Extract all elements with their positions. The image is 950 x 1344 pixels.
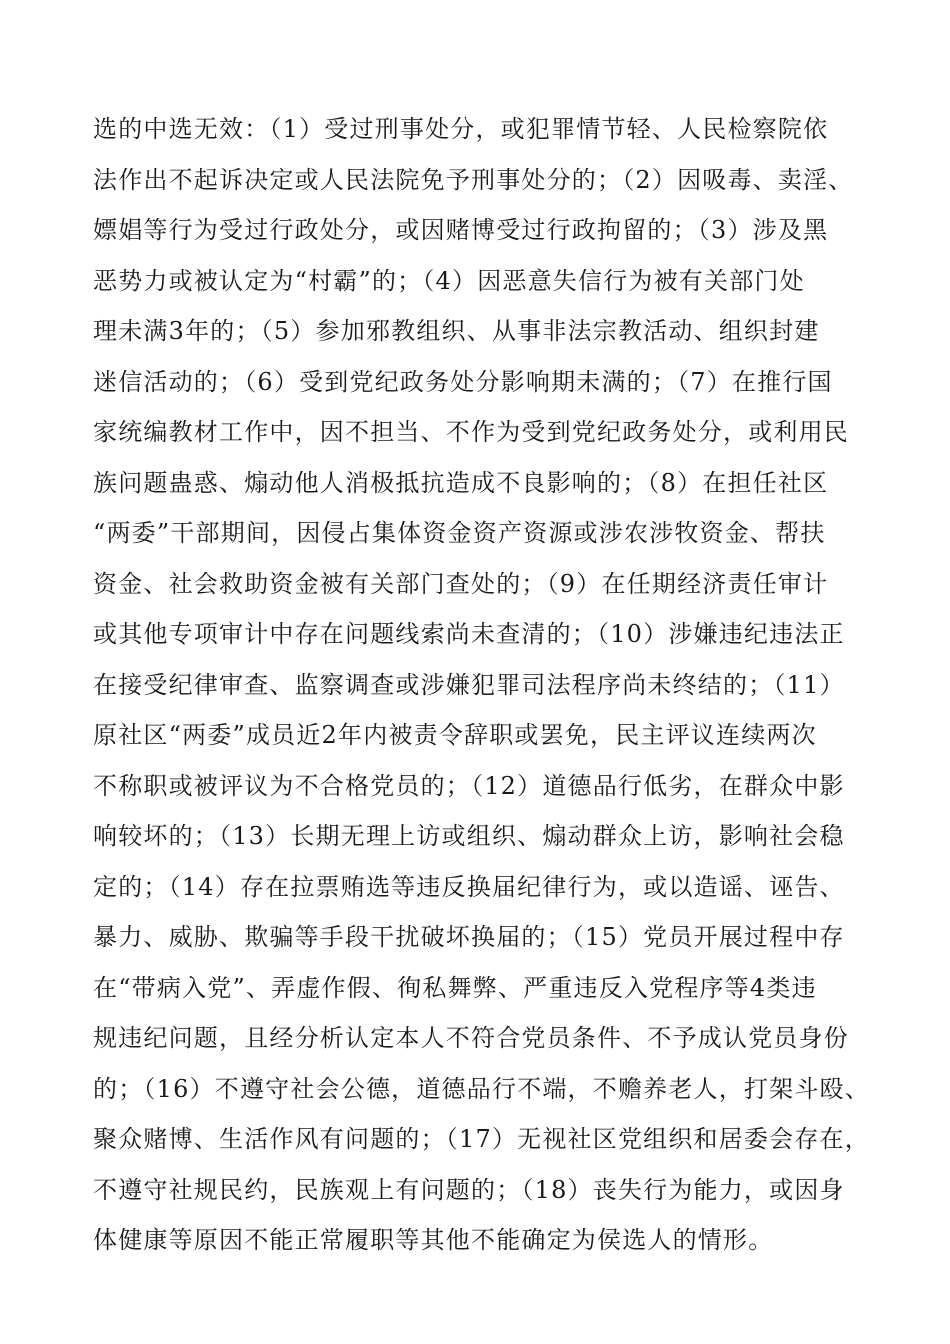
text-line: 族问题蛊惑、煽动他人消极抵抗造成不良影响的；（8）在担任社区 xyxy=(93,468,829,497)
text-line: “两委”干部期间，因侵占集体资金资产资源或涉农涉牧资金、帮扶 xyxy=(93,519,826,547)
text-line: 响较坏的；（13）长期无理上访或组织、煽动群众上访，影响社会稳 xyxy=(93,822,845,850)
text-line: 在接受纪律审查、监察调查或涉嫌犯罪司法程序尚未终结的；（11） xyxy=(93,670,845,699)
text-line: 嫖娼等行为受过行政处分，或因赌博受过行政拘留的；（3）涉及黑 xyxy=(93,216,829,244)
text-line: 选的中选无效：（1）受过刑事处分，或犯罪情节轻、人民检察院依 xyxy=(93,115,829,143)
text-line: 原社区“两委”成员近2年内被责令辞职或罢免，民主评议连续两次 xyxy=(93,721,817,749)
text-line: 法作出不起诉决定或人民法院免予刑事处分的；（2）因吸毒、卖淫、 xyxy=(93,165,854,194)
text-line: 资金、社会救助资金被有关部门查处的；（9）在任期经济责任审计 xyxy=(93,569,829,598)
text-line: 不遵守社规民约，民族观上有问题的；（18）丧失行为能力，或因身 xyxy=(93,1175,845,1204)
text-line: 定的；（14）存在拉票贿选等违反换届纪律行为，或以造谣、诬告、 xyxy=(93,872,845,901)
text-line: 规违纪问题，且经分析认定本人不符合党员条件、不予成认党员身份 xyxy=(93,1024,849,1052)
text-line: 在“带病入党”、弄虚作假、徇私舞弊、严重违反入党程序等4类违 xyxy=(93,973,817,1002)
body-paragraph xyxy=(93,104,873,1266)
text-line: 体健康等原因不能正常履职等其他不能确定为侯选人的情形。 xyxy=(93,1226,774,1254)
text-line: 或其他专项审计中存在问题线索尚未查清的；（10）涉嫌违纪违法正 xyxy=(93,620,845,648)
text-line: 不称职或被评议为不合格党员的；（12）道德品行低劣，在群众中影 xyxy=(93,771,845,800)
text-line: 的；（16）不遵守社会公德，道德品行不端，不赡养老人，打架斗殴、 xyxy=(93,1074,870,1103)
text-line: 恶势力或被认定为“村霸”的；（4）因恶意失信行为被有关部门处 xyxy=(93,266,805,295)
text-line: 迷信活动的；（6）受到党纪政务处分影响期未满的；（7）在推行国 xyxy=(93,367,833,396)
text-line: 理未满3年的；（5）参加邪教组织、从事非法宗教活动、组织封建 xyxy=(93,317,820,345)
text-line: 家统编教材工作中，因不担当、不作为受到党纪政务处分，或利用民 xyxy=(93,418,849,446)
text-line: 聚众赌博、生活作风有问题的；（17）无视社区党组织和居委会存在， xyxy=(93,1125,870,1153)
text-line: 暴力、威胁、欺骗等手段干扰破坏换届的；（15）党员开展过程中存 xyxy=(93,923,845,951)
